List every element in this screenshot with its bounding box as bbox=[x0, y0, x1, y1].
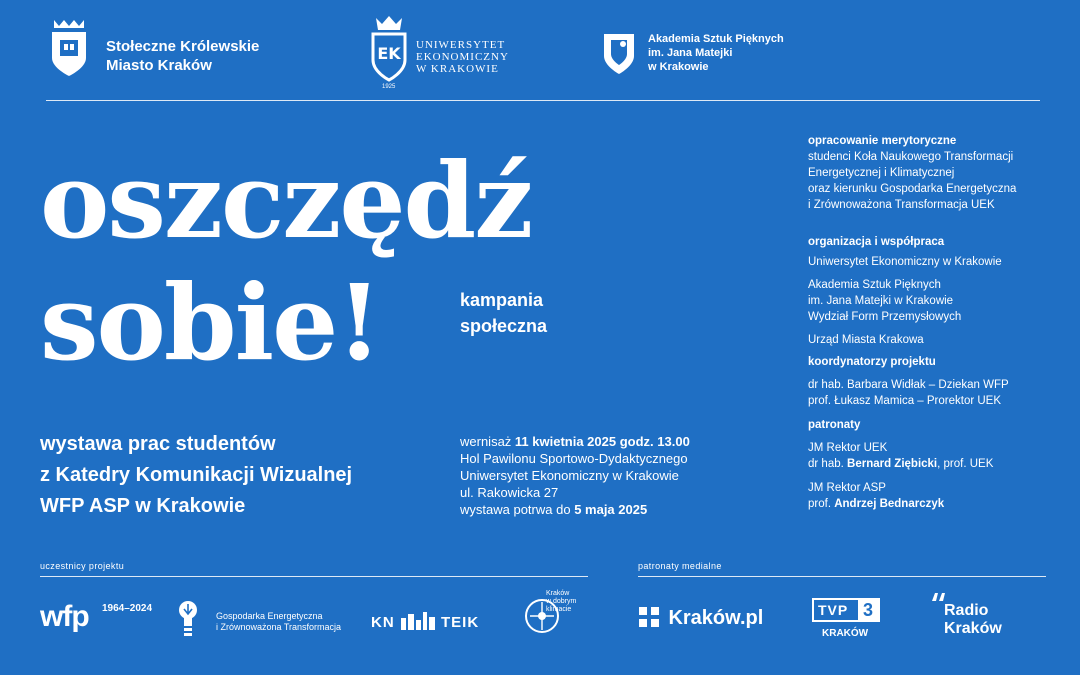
org-3: Urząd Miasta Krakowa bbox=[808, 334, 924, 346]
content-line1: studenci Koła Naukowego Transformacji bbox=[808, 151, 1014, 163]
lightbulb-icon bbox=[178, 598, 198, 640]
radio-krakow-logo bbox=[930, 592, 1030, 640]
uek-name-line2: EKONOMICZNY bbox=[416, 51, 509, 63]
climate-line1: Kraków bbox=[546, 590, 570, 597]
content-heading: opracowanie merytoryczne bbox=[808, 135, 957, 147]
climate-logo bbox=[520, 590, 590, 640]
vernissage: wernisaż 11 kwietnia 2025 godz. 13.00 bbox=[460, 434, 690, 449]
uek-year: 1925 bbox=[382, 84, 396, 90]
participants-label: uczestnicy projektu bbox=[40, 561, 125, 571]
patron-1: dr hab. Bernard Ziębicki, prof. UEK bbox=[808, 458, 994, 470]
city-skyline-icon bbox=[400, 610, 436, 632]
campaign-title bbox=[40, 139, 532, 384]
content-line3: oraz kierunku Gospodarka Energetyczna bbox=[808, 183, 1017, 195]
tvp-box bbox=[812, 598, 880, 622]
patron-2: prof. Andrzej Bednarczyk bbox=[808, 498, 945, 510]
city-logo bbox=[46, 14, 296, 78]
org-2-line3: Wydział Form Przemysłowych bbox=[808, 311, 962, 323]
org-2-line1: Akademia Sztuk Pięknych bbox=[808, 279, 941, 291]
org-heading: organizacja i współpraca bbox=[808, 236, 945, 248]
coord-line2: prof. Łukasz Mamica – Prorektor UEK bbox=[808, 395, 1002, 407]
patron-2-title: JM Rektor ASP bbox=[808, 482, 886, 494]
until-date: 5 maja 2025 bbox=[574, 502, 648, 517]
venue-line3: ul. Rakowicka 27 bbox=[460, 485, 559, 500]
uek-crown-icon bbox=[370, 14, 408, 82]
tvp-city: KRAKÓW bbox=[822, 628, 869, 639]
exhibition-info bbox=[40, 429, 352, 522]
asp-shield-icon bbox=[602, 32, 636, 76]
org-2-line2: im. Jana Matejki w Krakowie bbox=[808, 295, 954, 307]
subtitle-line1: kampania bbox=[460, 290, 544, 310]
venue-line1: Hol Pawilonu Sportowo-Dydaktycznego bbox=[460, 451, 688, 466]
title-line2: sobie! bbox=[40, 261, 380, 384]
uek-name-line1: UNIWERSYTET bbox=[416, 39, 506, 51]
asp-name-line2: im. Jana Matejki bbox=[648, 47, 733, 59]
coord-line1: dr hab. Barbara Widłak – Dziekan WFP bbox=[808, 379, 1009, 391]
wfp-years: 1964–2024 bbox=[102, 603, 153, 614]
coord-heading: koordynatorzy projektu bbox=[808, 356, 936, 368]
title-line1: oszczędź bbox=[40, 139, 532, 262]
campaign-subtitle bbox=[460, 287, 547, 339]
patron-heading: patronaty bbox=[808, 419, 861, 431]
radio-line1: Radio bbox=[944, 602, 989, 619]
climate-line3: klimacie bbox=[546, 606, 572, 613]
radio-quote-icon bbox=[930, 592, 946, 602]
knteik-logo: KN TEIK bbox=[371, 610, 479, 632]
radio-line2: Kraków bbox=[944, 620, 1002, 637]
svg-text:EK: EK bbox=[377, 44, 401, 63]
asp-logo bbox=[602, 30, 822, 80]
content-line2: Energetycznej i Klimatycznej bbox=[808, 167, 955, 179]
header-divider bbox=[46, 100, 1040, 101]
tvp3-logo bbox=[812, 598, 882, 642]
city-name-line2: Miasto Kraków bbox=[106, 57, 212, 74]
until: wystawa potrwa do 5 maja 2025 bbox=[460, 502, 648, 517]
asp-name-line3: w Krakowie bbox=[648, 61, 709, 73]
climate-line2: w dobrym bbox=[546, 598, 577, 605]
wfp-logo: wfp 1964–2024 bbox=[40, 600, 153, 633]
exhibition-line2: z Katedry Komunikacji Wizualnej bbox=[40, 464, 353, 486]
subtitle-line2: społeczna bbox=[460, 316, 548, 336]
org-1: Uniwersytet Ekonomiczny w Krakowie bbox=[808, 256, 1002, 268]
gezt-logo bbox=[178, 598, 358, 642]
media-label: patronaty medialne bbox=[638, 561, 722, 571]
krakow-pl-icon bbox=[638, 606, 660, 628]
media-divider bbox=[638, 576, 1046, 577]
content-line4: i Zrównoważona Transformacja UEK bbox=[808, 199, 995, 211]
krakow-pl-logo: Kraków.pl bbox=[638, 606, 763, 630]
city-crest-icon bbox=[46, 14, 92, 78]
uek-name-line3: W KRAKOWIE bbox=[416, 63, 499, 75]
vernissage-date: 11 kwietnia 2025 godz. 13.00 bbox=[514, 434, 690, 449]
event-details bbox=[460, 433, 690, 518]
city-name-line1: Stołeczne Królewskie bbox=[106, 38, 260, 55]
gezt-line1: Gospodarka Energetyczna bbox=[216, 611, 323, 621]
gezt-line2: i Zrównoważona Transformacja bbox=[216, 622, 342, 632]
asp-name-line1: Akademia Sztuk Pięknych bbox=[648, 33, 784, 45]
exhibition-line1: wystawa prac studentów bbox=[40, 433, 276, 455]
patron-1-name: Bernard Ziębicki bbox=[847, 458, 938, 470]
patron-1-title: JM Rektor UEK bbox=[808, 442, 888, 454]
tvp-num: 3 bbox=[858, 598, 878, 622]
uek-logo bbox=[370, 14, 520, 90]
participants-divider bbox=[40, 576, 588, 577]
credits bbox=[808, 133, 1070, 512]
exhibition-line3: WFP ASP w Krakowie bbox=[40, 495, 246, 517]
patron-2-name: Andrzej Bednarczyk bbox=[834, 498, 945, 510]
venue-line2: Uniwersytet Ekonomiczny w Krakowie bbox=[460, 468, 679, 483]
tvp-text: TVP bbox=[818, 602, 849, 618]
